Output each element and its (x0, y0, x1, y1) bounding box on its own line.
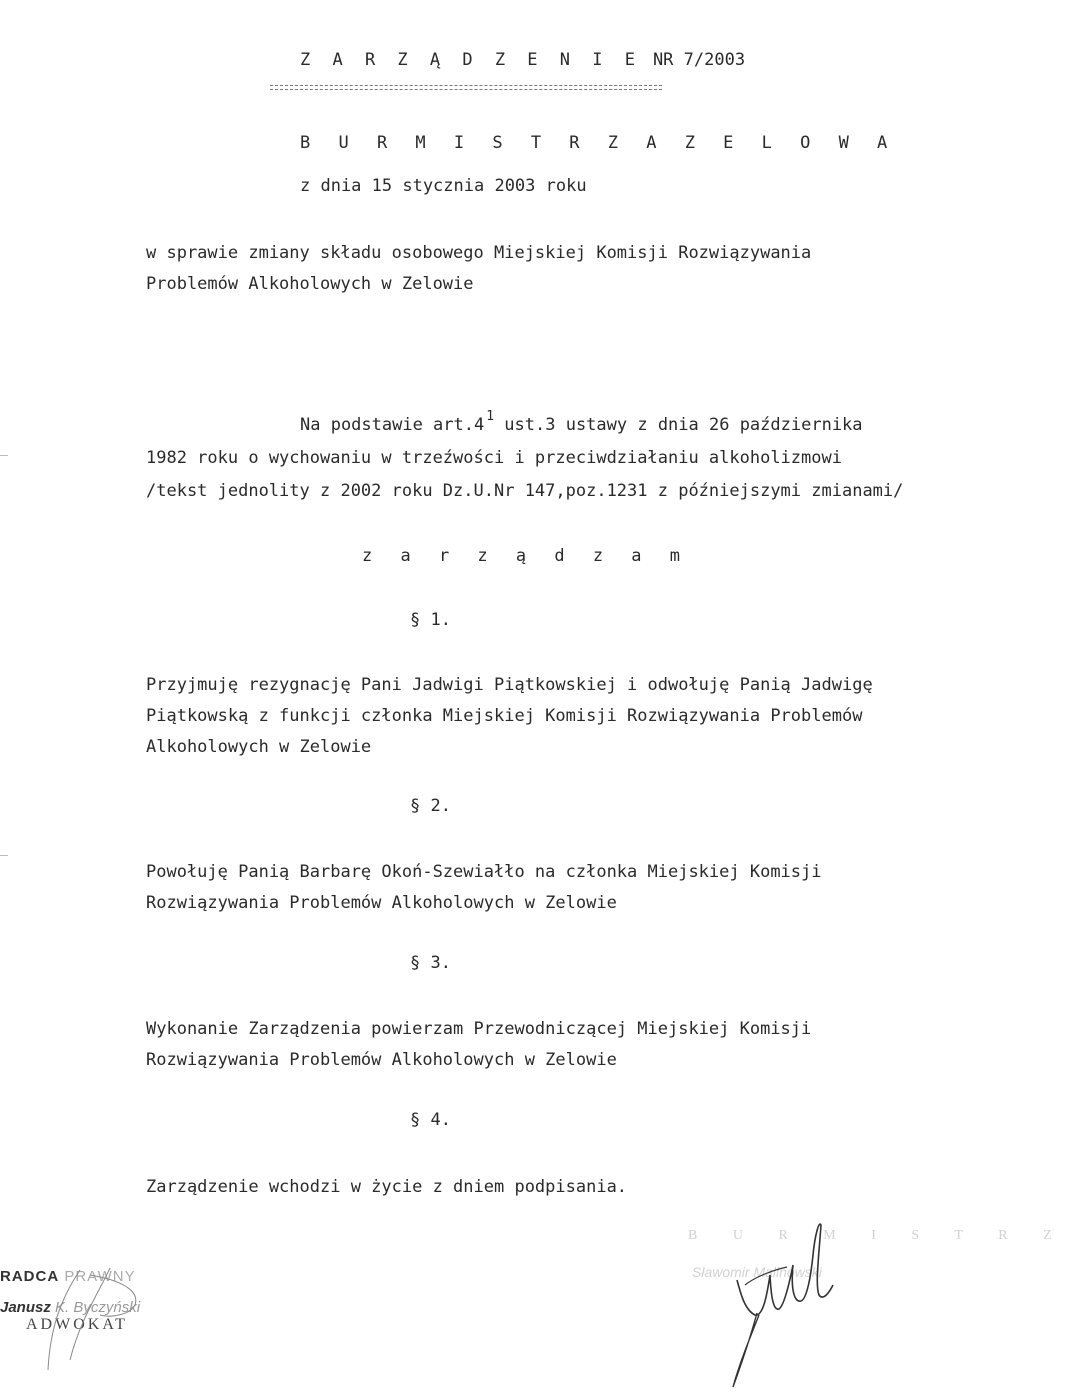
stamp-left-line-2b: K. Byczyński (50, 1299, 141, 1316)
stamp-left-line-1a: RADCA (0, 1268, 60, 1285)
article-superscript: 1 (486, 409, 495, 424)
document-title (300, 50, 745, 70)
section-1-line-3: Alkoholowych w Zelowie (146, 737, 372, 757)
subject-line-1: w sprawie zmiany składu osobowego Miejskiej Komisji Rozwiązywania (146, 243, 812, 263)
handwritten-signature (715, 1215, 835, 1390)
section-1-mark: § 1. (410, 610, 451, 630)
stamp-right-line-2: Sławomir Malinowski (692, 1264, 822, 1280)
section-1-line-2: Piątkowską z funkcji członka Miejskiej Komisji Rozwiązywania Problemów (146, 706, 863, 726)
section-3-text (146, 1014, 811, 1076)
basis-line-2: 1982 roku o wychowaniu w trzeźwości i przeciwdziałaniu alkoholizmowi (146, 448, 842, 468)
stamp-scribble (40, 1260, 160, 1390)
legal-basis (146, 400, 903, 508)
margin-tick (0, 455, 8, 456)
section-1-line-1: Przyjmuję rezygnację Pani Jadwigi Piątkowskiej i odwołuję Panią Jadwigę (146, 675, 873, 695)
stamp-right-line-1: B U R M I S T R Z (688, 1228, 1068, 1243)
section-4-text (146, 1172, 627, 1203)
section-4-line-1: Zarządzenie wchodzi w życie z dniem podpisania. (146, 1177, 628, 1197)
section-3-line-1: Wykonanie Zarządzenia powierzam Przewodniczącej Miejskiej Komisji (146, 1019, 812, 1039)
stamp-left-line-3: ADWOKAT (26, 1316, 128, 1333)
stamp-left-line-1b: PRAWNY (59, 1268, 136, 1285)
section-2-mark: § 2. (410, 796, 451, 816)
basis-line-3: /tekst jednolity z 2002 roku Dz.U.Nr 147,poz.1231 z późniejszymi zmianami/ (146, 481, 904, 501)
section-3-mark: § 3. (410, 953, 451, 973)
document-number: NR 7/2003 (652, 50, 746, 70)
basis-line-1-post: ust.3 ustawy z dnia 26 października (494, 415, 863, 435)
title-text: Z A R Z Ą D Z E N I E (300, 50, 641, 70)
subject (146, 238, 811, 300)
basis-line-1 (146, 400, 903, 442)
section-3-line-2: Rozwiązywania Problemów Alkoholowych w Zelowie (146, 1050, 617, 1070)
issuer: B U R M I S T R Z A Z E L O W A (300, 133, 897, 153)
section-2-line-1: Powołuję Panią Barbarę Okoń-Szewiałło na członka Miejskiej Komisji (146, 862, 822, 882)
section-2-text (146, 857, 822, 919)
section-2-line-2: Rozwiązywania Problemów Alkoholowych w Zelowie (146, 893, 617, 913)
subject-line-2: Problemów Alkoholowych w Zelowie (146, 274, 474, 294)
basis-line-1-pre: Na podstawie art.4 (300, 415, 485, 435)
margin-tick (0, 855, 8, 856)
document-date: z dnia 15 stycznia 2003 roku (300, 176, 587, 196)
section-1-text (146, 670, 873, 763)
decree-word: z a r z ą d z a m (362, 546, 689, 566)
section-4-mark: § 4. (410, 1110, 451, 1130)
title-underline (270, 85, 662, 90)
stamp-left-line-2a: Janusz (0, 1299, 51, 1316)
